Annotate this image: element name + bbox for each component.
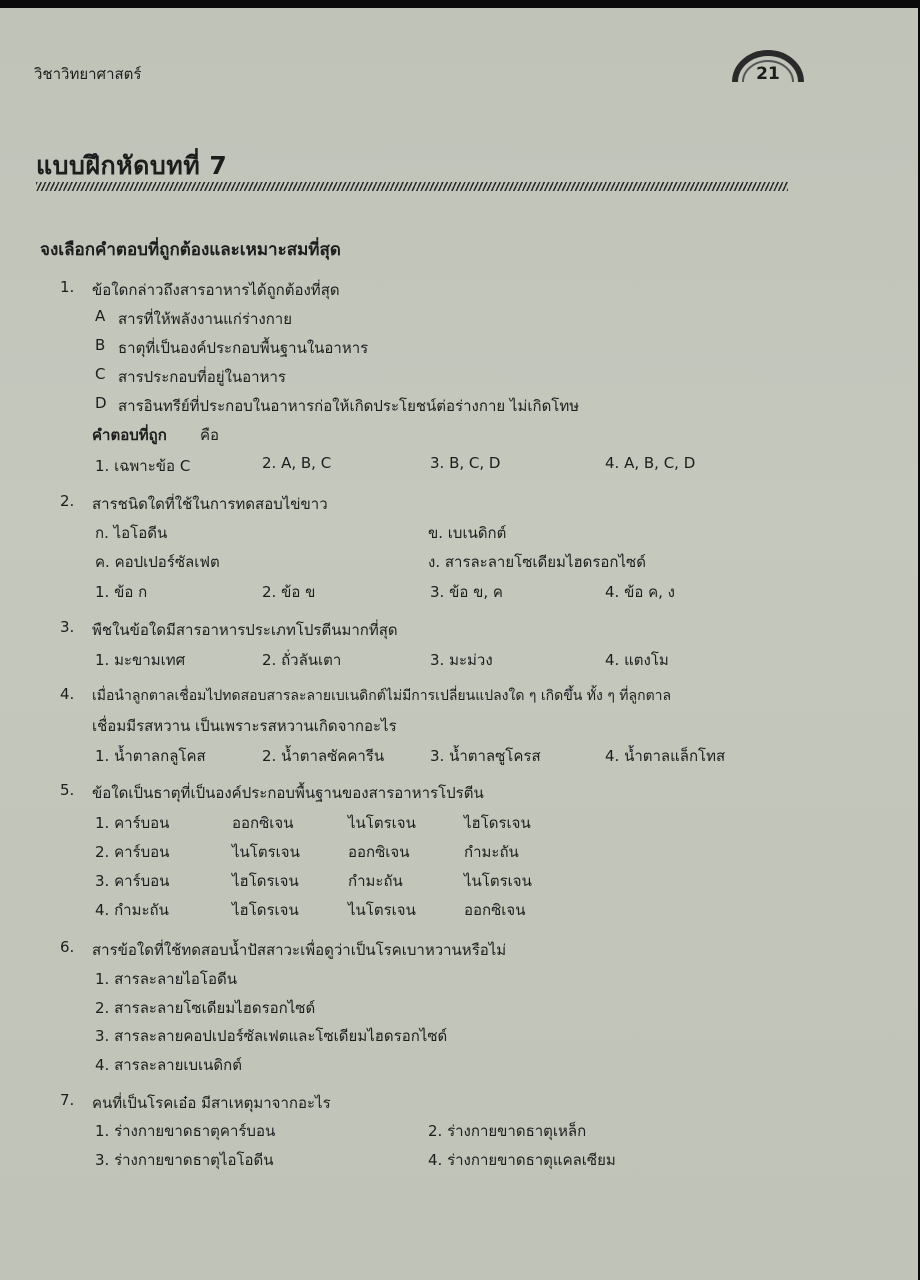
answer-option: 2. ถั่วลันเตา — [262, 651, 342, 669]
answer-option: 1. มะขามเทศ — [95, 651, 186, 669]
element-name: ไฮโดรเจน — [464, 814, 531, 832]
answer-option: 1. สารละลายไอโอดีน — [95, 970, 237, 988]
choice-item: ข. เบเนดิกต์ — [428, 524, 507, 542]
element-name: ไนโตรเจน — [232, 843, 300, 861]
statement-text: สารอินทรีย์ที่ประกอบในอาหารก่อให้เกิดประโยชน์ต่อร่างกาย ไม่เกิดโทษ — [118, 397, 580, 415]
answer-option: 1. ข้อ ก — [95, 583, 148, 601]
question-number: 6. — [60, 938, 75, 956]
statement-key: B — [95, 336, 106, 354]
statement-key: A — [95, 307, 106, 325]
instruction: จงเลือกคำตอบที่ถูกต้องและเหมาะสมที่สุด — [40, 240, 341, 260]
question-text: คนที่เป็นโรคเอ๋อ มีสาเหตุมาจากอะไร — [92, 1094, 331, 1112]
question-text: เมื่อนำลูกตาลเชื่อมไปทดสอบสารละลายเบเนดิกต์ไม่มีการเปลี่ยนแปลงใด ๆ เกิดขึ้น ทั้ง ๆ ที่ลูกตาล — [92, 688, 672, 704]
question-number: 7. — [60, 1091, 75, 1109]
exercise-title: แบบฝึกหัดบทที่ 7 — [36, 151, 228, 180]
element-option: 2. คาร์บอน — [95, 843, 170, 861]
element-name: ไนโตรเจน — [464, 872, 532, 890]
statement-text: สารที่ให้พลังงานแก่ร่างกาย — [118, 310, 292, 328]
answer-option: 2. A, B, C — [262, 454, 332, 472]
answer-option: 1. ร่างกายขาดธาตุคาร์บอน — [95, 1122, 276, 1140]
question-text: สารชนิดใดที่ใช้ในการทดสอบไข่ขาว — [92, 495, 328, 513]
question-number: 5. — [60, 781, 75, 799]
textbook-page — [0, 8, 918, 1280]
page-number: 21 — [756, 64, 780, 84]
answer-prompt-suffix: คือ — [200, 426, 220, 444]
element-name: ไนโตรเจน — [348, 901, 416, 919]
question-text: ข้อใดเป็นธาตุที่เป็นองค์ประกอบพื้นฐานของสารอาหารโปรตีน — [92, 784, 484, 802]
statement-text: ธาตุที่เป็นองค์ประกอบพื้นฐานในอาหาร — [118, 339, 369, 357]
choice-item: ก. ไอโอดีน — [95, 524, 168, 542]
answer-option: 4. แตงโม — [605, 651, 669, 669]
answer-option: 1. น้ำตาลกลูโคส — [95, 747, 206, 765]
element-name: กำมะถัน — [464, 843, 519, 861]
question-text: พืชในข้อใดมีสารอาหารประเภทโปรตีนมากที่สุด — [92, 621, 398, 639]
answer-option: 3. B, C, D — [430, 454, 501, 472]
question-text: ข้อใดกล่าวถึงสารอาหารได้ถูกต้องที่สุด — [92, 281, 340, 299]
answer-option: 4. สารละลายเบเนดิกต์ — [95, 1056, 242, 1074]
statement-text: สารประกอบที่อยู่ในอาหาร — [118, 368, 286, 386]
answer-option: 2. น้ำตาลซัคคารีน — [262, 747, 385, 765]
answer-option: 4. ข้อ ค, ง — [605, 583, 676, 601]
statement-key: C — [95, 365, 106, 383]
element-name: ไนโตรเจน — [348, 814, 416, 832]
answer-option: 4. น้ำตาลแล็กโทส — [605, 747, 726, 765]
answer-option: 2. ร่างกายขาดธาตุเหล็ก — [428, 1122, 587, 1140]
answer-option: 4. A, B, C, D — [605, 454, 696, 472]
element-name: ออกซิเจน — [464, 901, 526, 919]
answer-option: 3. มะม่วง — [430, 651, 493, 669]
question-number: 4. — [60, 685, 75, 703]
answer-option: 2. สารละลายโซเดียมไฮดรอกไซด์ — [95, 999, 316, 1017]
answer-option: 3. ข้อ ข, ค — [430, 583, 503, 601]
subject-header: วิชาวิทยาศาสตร์ — [34, 65, 142, 83]
statement-key: D — [95, 394, 107, 412]
element-option: 1. คาร์บอน — [95, 814, 170, 832]
answer-option: 4. ร่างกายขาดธาตุแคลเซียม — [428, 1151, 616, 1169]
element-name: ไฮโดรเจน — [232, 901, 299, 919]
answer-option: 1. เฉพาะข้อ C — [95, 457, 191, 475]
answer-option: 3. ร่างกายขาดธาตุไอโอดีน — [95, 1151, 274, 1169]
answer-option: 3. สารละลายคอปเปอร์ซัลเฟตและโซเดียมไฮดรอกไซด์ — [95, 1027, 448, 1045]
question-number: 2. — [60, 492, 75, 510]
element-name: ออกซิเจน — [232, 814, 294, 832]
hatched-divider — [36, 182, 788, 191]
element-name: ออกซิเจน — [348, 843, 410, 861]
element-name: กำมะถัน — [348, 872, 403, 890]
question-number: 1. — [60, 278, 75, 296]
page-number-badge — [732, 50, 804, 84]
question-text: สารข้อใดที่ใช้ทดสอบน้ำปัสสาวะเพื่อดูว่าเป็นโรคเบาหวานหรือไม่ — [92, 941, 507, 959]
element-name: ไฮโดรเจน — [232, 872, 299, 890]
choice-item: ค. คอปเปอร์ซัลเฟต — [95, 553, 220, 571]
question-text-continued: เชื่อมมีรสหวาน เป็นเพราะรสหวานเกิดจากอะไร — [92, 717, 397, 735]
choice-item: ง. สารละลายโซเดียมไฮดรอกไซด์ — [428, 553, 646, 571]
answer-option: 3. น้ำตาลซูโครส — [430, 747, 541, 765]
answer-option: 2. ข้อ ข — [262, 583, 316, 601]
element-option: 4. กำมะถัน — [95, 901, 169, 919]
question-number: 3. — [60, 618, 75, 636]
answer-prompt: คำตอบที่ถูก — [92, 426, 167, 444]
element-option: 3. คาร์บอน — [95, 872, 170, 890]
